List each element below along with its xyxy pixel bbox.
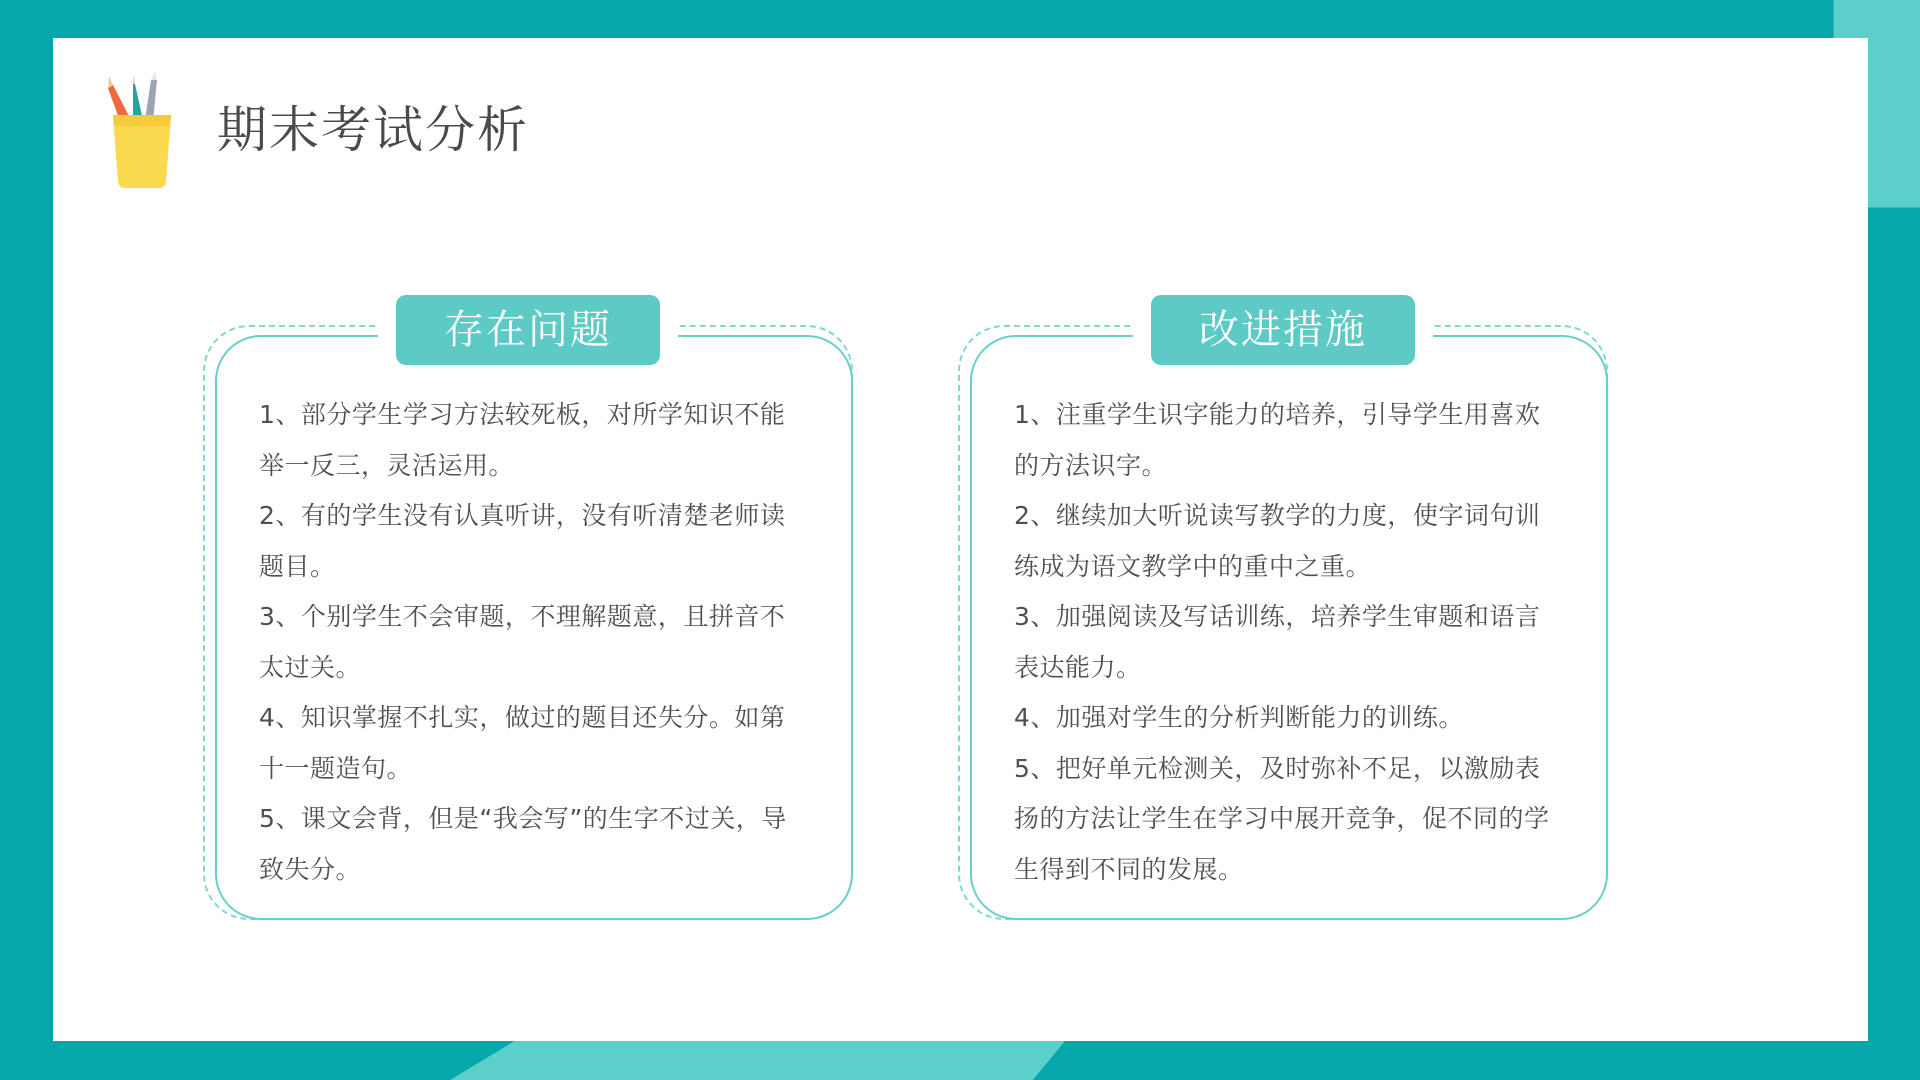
card-heading: 改进措施 [1151,295,1415,365]
page-title: 期末考试分析 [217,101,529,159]
list-item: 4、加强对学生的分析判断能力的训练。 [1014,703,1464,732]
list-item: 1、部分学生学习方法较死板，对所学知识不能举一反三，灵活运用。 [259,400,786,480]
card-measures [958,295,1608,920]
pencil-cup-icon [103,70,189,190]
card-heading: 存在问题 [396,295,660,365]
title-area [103,70,529,190]
list-item: 5、课文会背，但是“我会写”的生字不过关，导致失分。 [259,804,787,884]
list-item: 1、注重学生识字能力的培养，引导学生用喜欢的方法识字。 [1014,400,1541,480]
list-item: 5、把好单元检测关，及时弥补不足，以激励表扬的方法让学生在学习中展开竞争，促不同的学生得到不同的发展。 [1014,753,1550,884]
problem-list [259,390,803,895]
corner-accent-bottom [450,1035,1070,1080]
measure-list [1014,390,1558,895]
list-item: 2、有的学生没有认真听讲，没有听清楚老师读题目。 [259,501,786,581]
list-item: 3、加强阅读及写话训练，培养学生审题和语言表达能力。 [1014,602,1541,682]
card-problems [203,295,853,920]
list-item: 4、知识掌握不扎实，做过的题目还失分。如第十一题造句。 [259,703,786,783]
list-item: 2、继续加大听说读写教学的力度，使字词句训练成为语文教学中的重中之重。 [1014,501,1541,581]
list-item: 3、个别学生不会审题，不理解题意，且拼音不太过关。 [259,602,786,682]
